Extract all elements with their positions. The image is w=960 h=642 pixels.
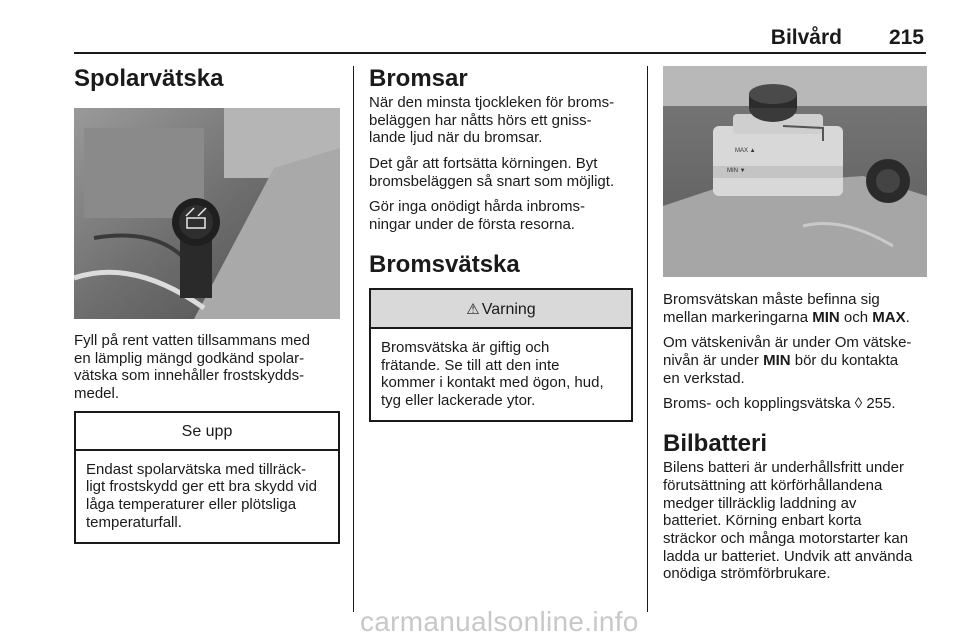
washer-fluid-paragraph: Fyll på rent vatten tillsammans med en lämplig mängd godkänd spolar- vätska som innehåller frostskydds- medel. bbox=[74, 332, 310, 403]
header-divider bbox=[74, 52, 926, 54]
page-reference-icon: ◊ bbox=[854, 395, 863, 413]
caution-title: Se upp bbox=[76, 413, 338, 451]
section-heading-brakes: Bromsar bbox=[369, 65, 468, 92]
page-reference-link[interactable]: 255. bbox=[862, 395, 896, 413]
brake-fluid-paragraph-3: Broms- och kopplingsvätska ◊ 255. bbox=[663, 395, 896, 413]
column-divider-1 bbox=[353, 66, 354, 612]
section-heading-washer-fluid: Spolarvätska bbox=[74, 65, 224, 92]
section-heading-battery: Bilbatteri bbox=[663, 430, 768, 458]
brakes-paragraph-1: När den minsta tjockleken för broms- beläggen har nåtts hörs ett gniss- lande ljud när du bromsar. bbox=[369, 94, 615, 147]
washer-fluid-photo bbox=[74, 108, 340, 319]
caution-box bbox=[74, 411, 340, 544]
battery-paragraph: Bilens batteri är underhållsfritt under förutsättning att körförhållandena medger tillräcklig laddning av batteriet. Körning enbart korta sträckor och många motorstarter kan ladda ur batteriet. Undvik att använda onödiga strömförbrukare. bbox=[663, 459, 913, 583]
warning-title-bar bbox=[371, 290, 631, 329]
column-right bbox=[663, 60, 927, 591]
page-number: 215 bbox=[888, 26, 924, 49]
min-mark-label: MIN ▼ bbox=[727, 168, 746, 174]
brake-fluid-paragraph-2: Om vätskenivån är under Om vätske- nivån är under MIN bör du kontakta en verkstad. bbox=[663, 334, 912, 387]
brakes-paragraph-2: Det går att fortsätta körningen. Byt bromsbeläggen så snart som möjligt. bbox=[369, 155, 615, 190]
column-left bbox=[74, 60, 340, 544]
brake-fluid-reservoir-photo bbox=[663, 66, 927, 277]
brakes-paragraph-3: Gör inga onödigt hårda inbroms- ningar under de första resorna. bbox=[369, 198, 585, 234]
column-divider-2 bbox=[647, 66, 648, 612]
caution-text: Endast spolarvätska med tillräck- ligt frostskydd ger ett bra skydd vid låga temperaturer eller plötsliga temperaturfall. bbox=[86, 460, 317, 531]
column-middle bbox=[369, 60, 633, 422]
warning-triangle-icon: ⚠ bbox=[466, 300, 480, 318]
section-heading-brake-fluid: Bromsvätska bbox=[369, 250, 520, 278]
warning-text: Bromsvätska är giftig och frätande. Se till att den inte kommer i kontakt med ögon, hud, tyg eller lackerade ytor. bbox=[381, 338, 604, 409]
warning-box bbox=[369, 288, 633, 422]
max-mark-label: MAX ▲ bbox=[735, 148, 756, 154]
brake-fluid-paragraph-1: Bromsvätskan måste befinna sig mellan markeringarna MIN och MAX. bbox=[663, 291, 910, 326]
running-header-title: Bilvård bbox=[770, 26, 842, 49]
warning-title: Varning bbox=[481, 300, 536, 318]
watermark: carmanualsonline.info bbox=[360, 606, 639, 637]
